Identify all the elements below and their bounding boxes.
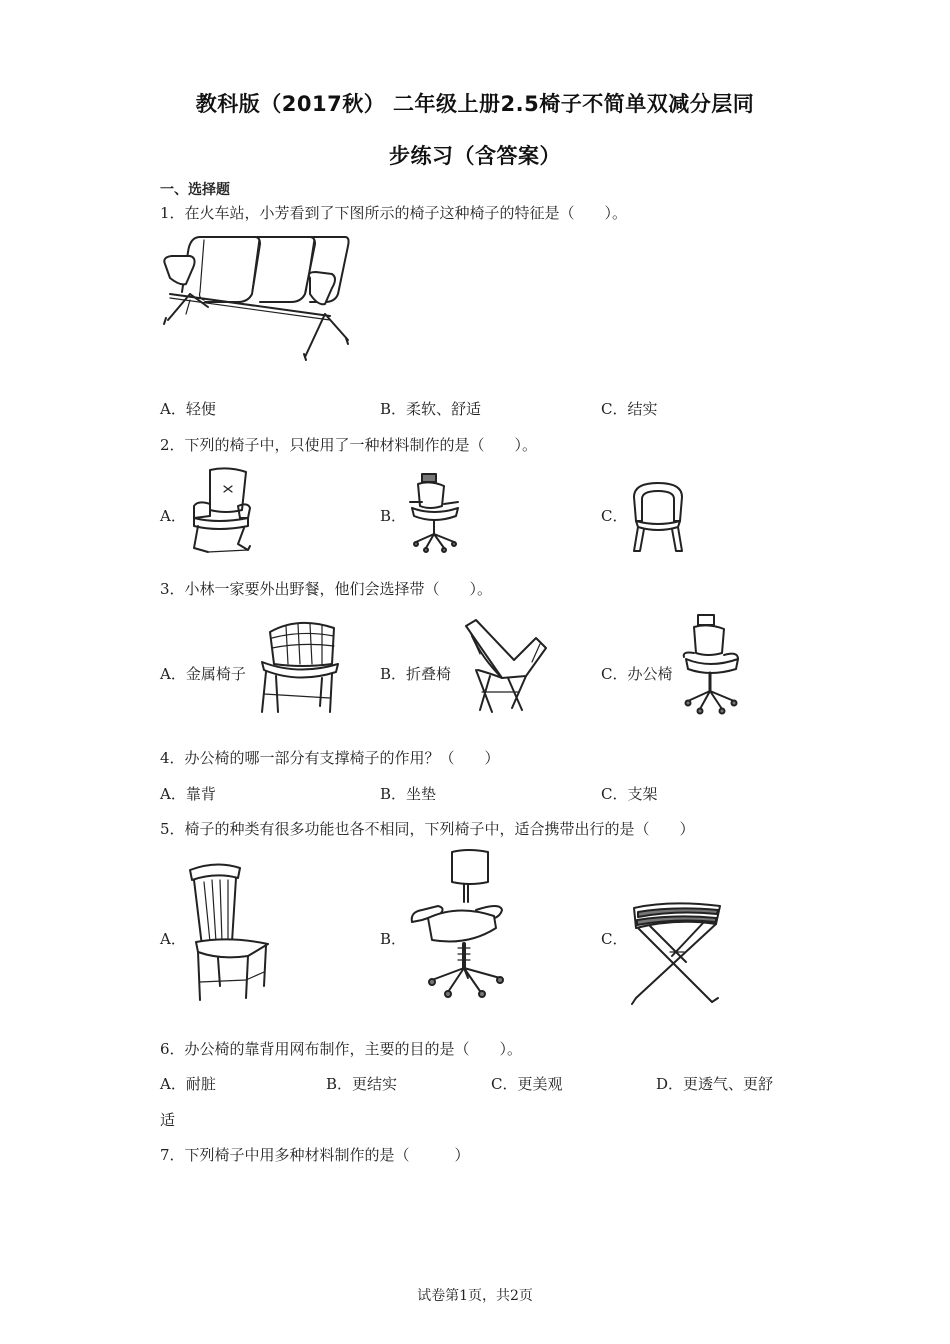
q6-option-d-wrap: 适 (160, 1111, 176, 1129)
q2-option-c-plastic-chair-image (628, 481, 688, 553)
question-4-stem: 4．办公椅的哪一部分有支撑椅子的作用？（ ） (160, 749, 500, 767)
q1-airport-bench-image (160, 232, 350, 362)
question-7-stem: 7．下列椅子中用多种材料制作的是（ ） (160, 1146, 470, 1164)
q2-option-a-chair-image (188, 466, 254, 554)
q5-option-c-folding-stool-image (630, 898, 724, 1008)
page-title-line1: 教科版（2017秋） 二年级上册2.5椅子不简单双减分层同 (195, 92, 755, 116)
q3-option-b[interactable]: B．折叠椅 (380, 665, 452, 683)
question-6-stem: 6．办公椅的靠背用网布制作，主要的目的是（ ）。 (160, 1040, 523, 1058)
q6-option-d[interactable]: D．更透气、更舒 (656, 1075, 774, 1093)
q6-option-b[interactable]: B．更结实 (326, 1075, 398, 1093)
q5-option-a[interactable]: A． (160, 930, 186, 948)
page-title-line2: 步练习（含答案） (389, 144, 561, 168)
q1-option-a[interactable]: A．轻便 (160, 400, 216, 418)
section-heading: 一、选择题 (160, 182, 230, 198)
q2-option-a[interactable]: A． (160, 507, 186, 525)
q6-option-c[interactable]: C．更美观 (491, 1075, 563, 1093)
q2-option-c[interactable]: C． (601, 507, 628, 525)
q4-option-a[interactable]: A．靠背 (160, 785, 216, 803)
q6-option-a[interactable]: A．耐脏 (160, 1075, 216, 1093)
q2-option-b[interactable]: B． (380, 507, 407, 525)
q5-option-a-wooden-chair-image (186, 862, 272, 1002)
q5-option-b-office-chair-image (408, 848, 508, 996)
q3-option-a-metal-chair-image (258, 618, 344, 716)
q3-option-b-folding-chair-image (462, 618, 550, 714)
q3-option-a[interactable]: A．金属椅子 (160, 665, 246, 683)
q4-option-b[interactable]: B．坐垫 (380, 785, 437, 803)
q5-option-b[interactable]: B． (380, 930, 407, 948)
question-3-stem: 3．小林一家要外出野餐，他们会选择带（ ）。 (160, 580, 493, 598)
q3-option-c[interactable]: C．办公椅 (601, 665, 673, 683)
q2-option-b-office-chair-image (406, 472, 464, 554)
q1-option-c[interactable]: C．结实 (601, 400, 658, 418)
question-5-stem: 5．椅子的种类有很多功能也各不相同，下列椅子中，适合携带出行的是（ ） (160, 820, 695, 838)
question-2-stem: 2．下列的椅子中，只使用了一种材料制作的是（ ）。 (160, 436, 538, 454)
q3-option-c-office-chair-image (678, 613, 744, 715)
q5-option-c[interactable]: C． (601, 930, 628, 948)
q4-option-c[interactable]: C．支架 (601, 785, 658, 803)
q1-option-b[interactable]: B．柔软、舒适 (380, 400, 482, 418)
question-1-stem: 1．在火车站，小芳看到了下图所示的椅子这种椅子的特征是（ ）。 (160, 204, 628, 222)
page-footer: 试卷第1页，共2页 (417, 1288, 533, 1304)
